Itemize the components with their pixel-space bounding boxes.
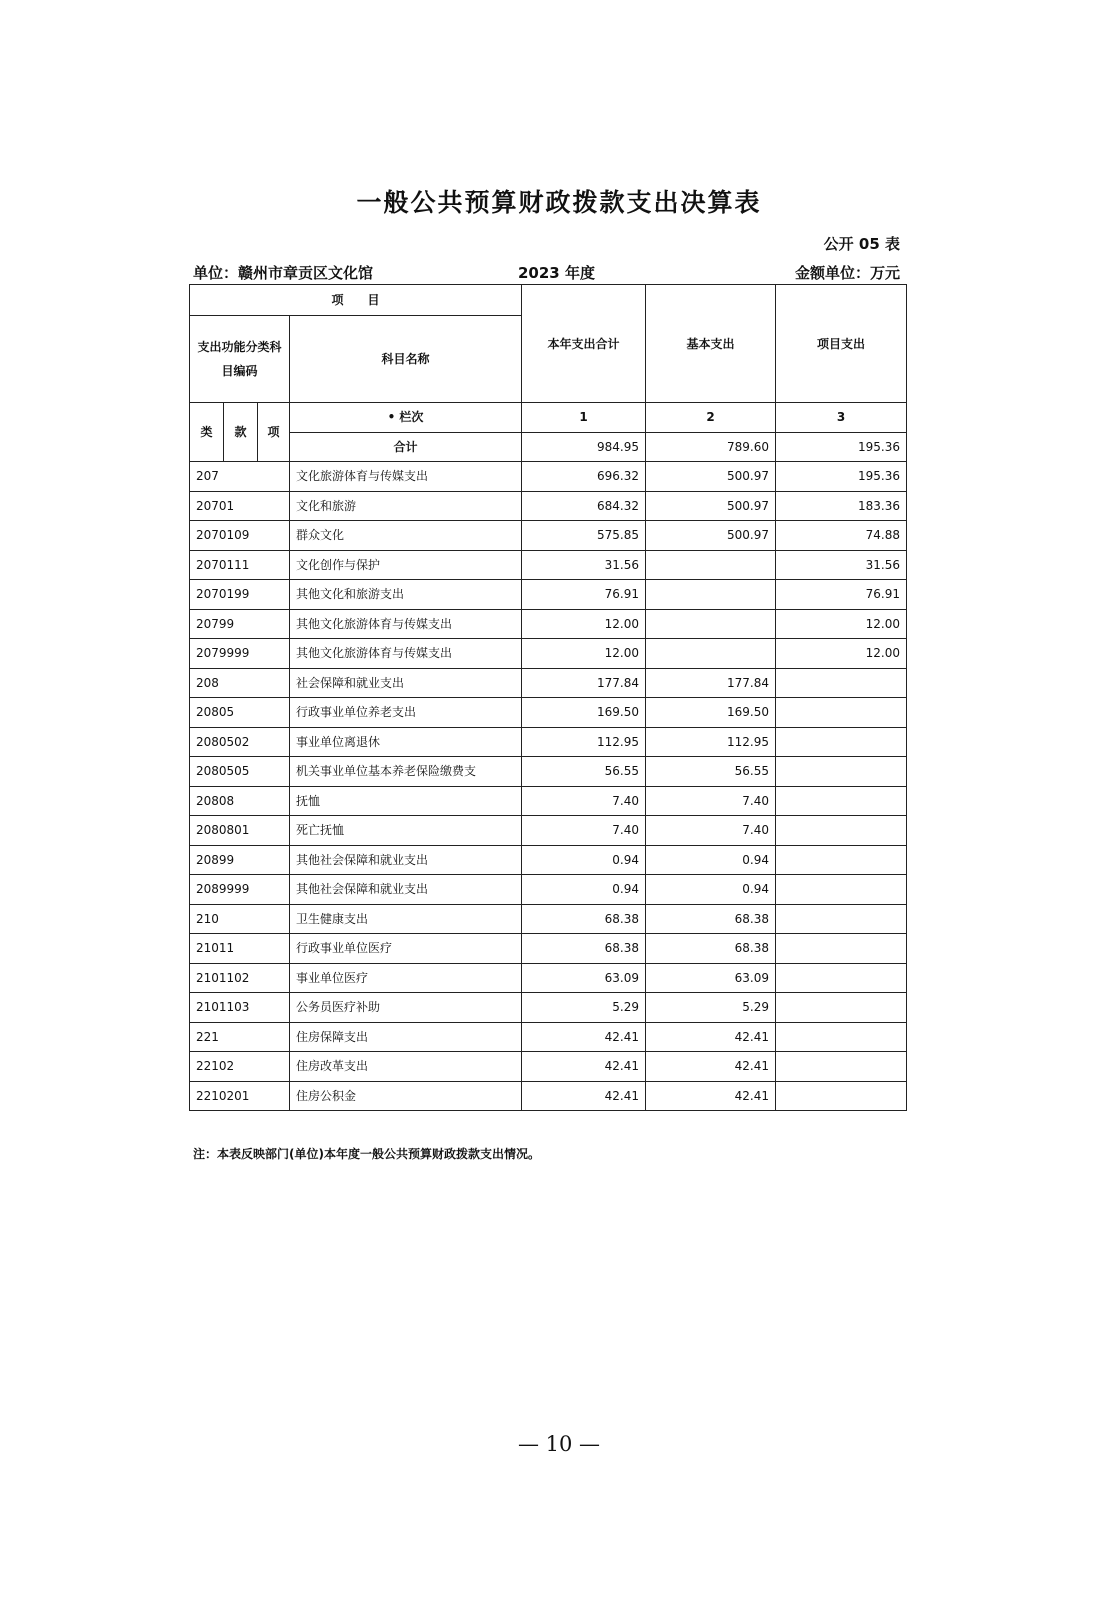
amount-unit: 金额单位：万元 (794, 264, 900, 282)
row-code: 208 (190, 668, 290, 698)
row-name: 社会保障和就业支出 (290, 668, 522, 698)
row-name: 行政事业单位医疗 (290, 934, 522, 964)
row-project (776, 1052, 907, 1082)
row-total: 169.50 (522, 698, 646, 728)
row-basic: 42.41 (646, 1081, 776, 1111)
row-code: 2089999 (190, 875, 290, 905)
unit-label: 单位：赣州市章贡区文化馆 (193, 264, 374, 282)
row-code: 2070199 (190, 580, 290, 610)
document-title: 一般公共预算财政拨款支出决算表 (356, 188, 762, 217)
table-row (190, 462, 907, 492)
row-project (776, 904, 907, 934)
row-basic: 68.38 (646, 904, 776, 934)
header-col2: 2 (646, 403, 776, 433)
row-total: 12.00 (522, 639, 646, 669)
row-project (776, 1022, 907, 1052)
row-name: 文化旅游体育与传媒支出 (290, 462, 522, 492)
row-total: 5.29 (522, 993, 646, 1023)
table-row (190, 550, 907, 580)
table-row (190, 698, 907, 728)
row-total: 7.40 (522, 786, 646, 816)
row-project: 183.36 (776, 491, 907, 521)
table-row (190, 993, 907, 1023)
table-row (190, 609, 907, 639)
header-row-1 (190, 285, 907, 316)
row-total: 12.00 (522, 609, 646, 639)
table-row (190, 491, 907, 521)
row-basic (646, 609, 776, 639)
row-total: 112.95 (522, 727, 646, 757)
table-row (190, 845, 907, 875)
row-code: 20805 (190, 698, 290, 728)
row-basic: 5.29 (646, 993, 776, 1023)
row-total: 42.41 (522, 1052, 646, 1082)
row-total: 7.40 (522, 816, 646, 846)
row-total: 696.32 (522, 462, 646, 492)
table-row (190, 1022, 907, 1052)
row-name: 其他文化旅游体育与传媒支出 (290, 609, 522, 639)
row-project: 76.91 (776, 580, 907, 610)
row-name: 住房保障支出 (290, 1022, 522, 1052)
row-total: 68.38 (522, 934, 646, 964)
row-total: 31.56 (522, 550, 646, 580)
sum-label: 合计 (290, 432, 522, 462)
row-code: 20899 (190, 845, 290, 875)
row-code: 2080801 (190, 816, 290, 846)
row-name: 其他文化旅游体育与传媒支出 (290, 639, 522, 669)
table-row (190, 934, 907, 964)
row-name: 公务员医疗补助 (290, 993, 522, 1023)
row-total: 0.94 (522, 845, 646, 875)
row-code: 22102 (190, 1052, 290, 1082)
row-basic: 500.97 (646, 462, 776, 492)
row-project (776, 668, 907, 698)
header-lei: 类 (190, 403, 224, 462)
sum-basic: 789.60 (646, 432, 776, 462)
row-name: 住房改革支出 (290, 1052, 522, 1082)
row-code: 2080505 (190, 757, 290, 787)
form-number: 公开 05 表 (823, 235, 900, 253)
table-row (190, 786, 907, 816)
row-total: 76.91 (522, 580, 646, 610)
row-code: 221 (190, 1022, 290, 1052)
table-note: 注：本表反映部门(单位)本年度一般公共预算财政拨款支出情况。 (193, 1147, 540, 1161)
header-project: 项目支出 (776, 285, 907, 403)
row-code: 2101103 (190, 993, 290, 1023)
row-project (776, 845, 907, 875)
row-basic (646, 550, 776, 580)
row-name: 其他社会保障和就业支出 (290, 845, 522, 875)
row-project (776, 875, 907, 905)
row-project (776, 934, 907, 964)
table-row (190, 580, 907, 610)
row-total: 42.41 (522, 1022, 646, 1052)
row-name: 死亡抚恤 (290, 816, 522, 846)
row-project: 12.00 (776, 609, 907, 639)
row-name: 卫生健康支出 (290, 904, 522, 934)
row-total: 0.94 (522, 875, 646, 905)
row-basic: 177.84 (646, 668, 776, 698)
sum-total: 984.95 (522, 432, 646, 462)
row-basic: 68.38 (646, 934, 776, 964)
fiscal-year: 2023 年度 (518, 264, 595, 282)
row-name: 行政事业单位养老支出 (290, 698, 522, 728)
header-xiang: 项 (258, 403, 290, 462)
row-total: 177.84 (522, 668, 646, 698)
table-row (190, 816, 907, 846)
row-code: 20808 (190, 786, 290, 816)
header-item: 项 目 (190, 285, 522, 316)
row-project (776, 816, 907, 846)
table-row (190, 963, 907, 993)
row-name: 机关事业单位基本养老保险缴费支 (290, 757, 522, 787)
row-project: 31.56 (776, 550, 907, 580)
row-project (776, 727, 907, 757)
row-code: 2101102 (190, 963, 290, 993)
row-project (776, 1081, 907, 1111)
table-row (190, 727, 907, 757)
row-name: 抚恤 (290, 786, 522, 816)
row-name: 其他社会保障和就业支出 (290, 875, 522, 905)
row-basic: 7.40 (646, 786, 776, 816)
row-name: 文化和旅游 (290, 491, 522, 521)
row-basic: 42.41 (646, 1052, 776, 1082)
row-basic: 169.50 (646, 698, 776, 728)
header-basic: 基本支出 (646, 285, 776, 403)
row-name: 住房公积金 (290, 1081, 522, 1111)
row-code: 2079999 (190, 639, 290, 669)
table-row (190, 1052, 907, 1082)
table-row (190, 521, 907, 551)
table-row (190, 757, 907, 787)
row-basic: 500.97 (646, 491, 776, 521)
header-total: 本年支出合计 (522, 285, 646, 403)
table-row (190, 875, 907, 905)
row-total: 575.85 (522, 521, 646, 551)
row-project (776, 963, 907, 993)
row-total: 684.32 (522, 491, 646, 521)
row-project: 74.88 (776, 521, 907, 551)
row-basic: 42.41 (646, 1022, 776, 1052)
row-total: 56.55 (522, 757, 646, 787)
row-name: 文化创作与保护 (290, 550, 522, 580)
row-code: 2070109 (190, 521, 290, 551)
row-project (776, 698, 907, 728)
header-col1: 1 (522, 403, 646, 433)
sum-row (190, 432, 907, 462)
header-name: 科目名称 (290, 316, 522, 403)
row-basic (646, 580, 776, 610)
row-basic: 112.95 (646, 727, 776, 757)
table-row (190, 668, 907, 698)
row-project: 195.36 (776, 462, 907, 492)
row-basic (646, 639, 776, 669)
table-row (190, 1081, 907, 1111)
row-total: 42.41 (522, 1081, 646, 1111)
sum-project: 195.36 (776, 432, 907, 462)
row-basic: 0.94 (646, 875, 776, 905)
row-project (776, 757, 907, 787)
row-basic: 56.55 (646, 757, 776, 787)
row-code: 21011 (190, 934, 290, 964)
row-name: 事业单位医疗 (290, 963, 522, 993)
header-kuan: 款 (224, 403, 258, 462)
header-row-3 (190, 403, 907, 433)
row-code: 207 (190, 462, 290, 492)
row-basic: 7.40 (646, 816, 776, 846)
header-code-group: 支出功能分类科目编码 (190, 316, 290, 403)
expenditure-table (189, 284, 907, 1111)
row-code: 20701 (190, 491, 290, 521)
row-code: 2070111 (190, 550, 290, 580)
table-row (190, 639, 907, 669)
page-number: — 10 — (517, 1432, 601, 1456)
header-column-label: • 栏次 (290, 403, 522, 433)
row-total: 63.09 (522, 963, 646, 993)
row-code: 20799 (190, 609, 290, 639)
row-project: 12.00 (776, 639, 907, 669)
row-project (776, 993, 907, 1023)
row-basic: 63.09 (646, 963, 776, 993)
row-name: 群众文化 (290, 521, 522, 551)
row-code: 2080502 (190, 727, 290, 757)
row-code: 2210201 (190, 1081, 290, 1111)
row-basic: 0.94 (646, 845, 776, 875)
row-project (776, 786, 907, 816)
row-name: 事业单位离退休 (290, 727, 522, 757)
row-code: 210 (190, 904, 290, 934)
table-row (190, 904, 907, 934)
row-total: 68.38 (522, 904, 646, 934)
row-basic: 500.97 (646, 521, 776, 551)
header-col3: 3 (776, 403, 907, 433)
row-name: 其他文化和旅游支出 (290, 580, 522, 610)
